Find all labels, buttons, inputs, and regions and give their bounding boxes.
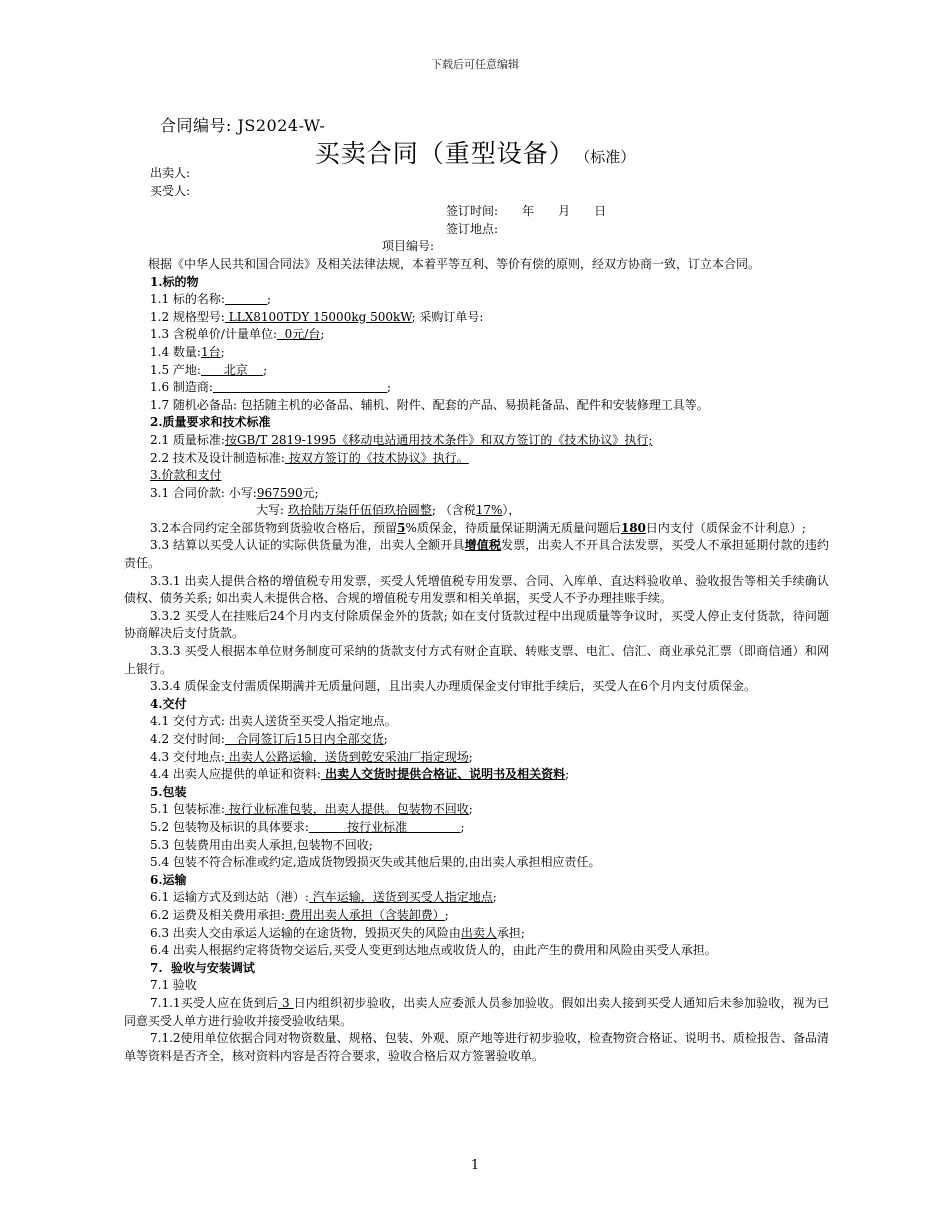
- item-text: 日内组织初步验收，出卖人应委派人员参加验收。假如出卖人接到买受人通知后未参加验收，视为已同意买受人单方进行验收并接受验收结果。: [124, 995, 829, 1028]
- item-5-3: 5.3 包装费用由出卖人承担,包装物不回收;: [150, 837, 373, 852]
- page-number: 1: [470, 1158, 480, 1173]
- item-value: 出卖人交货时提供合格证、说明书及相关资料: [320, 767, 566, 782]
- retention-percent: 5: [397, 520, 406, 535]
- payment-days: 180: [620, 520, 646, 535]
- item-value: 按行业标准包装，出卖人提供。包装物不回收: [224, 802, 469, 817]
- item-4-1: 4.1 交付方式: 出卖人送货至买受人指定地点。: [150, 714, 397, 729]
- item-label: 1.1 标的名称:: [150, 292, 225, 307]
- item-end: ;: [444, 907, 449, 922]
- item-label: 1.5 产地:: [150, 362, 201, 377]
- item-7-1: 7.1 验收: [150, 978, 197, 993]
- item-value: 967590: [256, 485, 303, 500]
- item-text: %质保金，待质量保证期满无质量问题后: [405, 520, 621, 535]
- sign-time-label: 签订时间:: [446, 204, 499, 219]
- item-end: ; 采购订单号:: [411, 309, 484, 324]
- item-2-1: [124, 432, 829, 450]
- contract-body: [124, 165, 829, 1065]
- item-label: 6.1 运输方式及到达站（港）:: [150, 890, 309, 905]
- item-3-3: [124, 537, 829, 572]
- item-end: ;: [468, 802, 473, 817]
- item-value: 北京: [200, 362, 264, 377]
- sign-time-line: [124, 203, 829, 221]
- item-4-3: [124, 749, 829, 767]
- item-label: 4.4 出卖人应提供的单证和资料:: [150, 767, 321, 782]
- item-value: 合同签订后15日内全部交货: [224, 732, 384, 746]
- item-end: ），: [502, 503, 521, 518]
- contract-number: 合同编号: JS2024-W-: [160, 116, 326, 135]
- item-label: 大写:: [256, 503, 285, 518]
- item-end: ;: [468, 749, 473, 764]
- item-4-2: [124, 731, 829, 749]
- item-end: ;: [492, 890, 497, 905]
- title-suffix: （标准）: [582, 148, 636, 166]
- item-value: 费用出卖人承担（含装卸费）: [284, 907, 445, 922]
- buyer-line: 买受人:: [150, 183, 191, 198]
- amount-in-words: 玖拾陆万柒仟伍佰玖拾圆整: [287, 503, 432, 518]
- section-1-heading: 1.标的物: [150, 274, 199, 289]
- item-value: LLX8100TDY 15000kg 500kW: [224, 309, 412, 324]
- item-label: 5.1 包装标准:: [150, 802, 225, 817]
- item-3-3-3: 3.3.3 买受人根据本单位财务制度可采纳的货款支付方式有财企直联、转账支票、电汇、信汇、商业承兑汇票（即商信通）和网上银行。: [124, 644, 829, 676]
- item-label: 2.2 技术及设计制造标准:: [150, 450, 285, 465]
- item-label: 6.2 运费及相关费用承担:: [150, 907, 285, 922]
- sign-place-line: 签订地点:: [446, 221, 499, 236]
- blank-underline: [213, 380, 387, 394]
- sign-month: 月: [558, 204, 571, 219]
- section-3-title: 3.价款和支付: [150, 468, 222, 483]
- item-6-2: [124, 907, 829, 925]
- item-3-1-uppercase: [124, 502, 829, 520]
- section-7-heading: 7. 验收与安装调试: [150, 960, 255, 975]
- item-6-1: [124, 889, 829, 907]
- item-value: 出卖人: [460, 925, 497, 940]
- vat-label: 增值税: [464, 538, 502, 553]
- item-label: 5.2 包装物及标识的具体要求:: [150, 819, 309, 834]
- item-1-5: [124, 362, 829, 380]
- item-label: 3.1 合同价款: 小写:: [150, 485, 257, 500]
- project-number-line: 项目编号:: [382, 239, 435, 254]
- item-4-4: [124, 766, 829, 784]
- item-1-7: 1.7 随机必备品: 包括随主机的必备品、辅机、附件、配套的产品、易损耗备品、配件和安装修理工具等。: [150, 397, 709, 412]
- item-label: 4.2 交付时间:: [150, 732, 225, 746]
- item-text: 日内支付（质保金不计利息）;: [645, 520, 806, 535]
- item-text: 7.1.1买受人应在货到后: [150, 995, 279, 1010]
- item-3-3-1: 3.3.1 出卖人提供合格的增值税专用发票，买受人凭增值税专用发票、合同、入库单、直达料验收单、验收报告等相关手续确认债权、债务关系; 如出卖人未提供合格、合规的增值税专用发票和相关单据，买受人不予办理挂账手续。: [124, 573, 829, 606]
- sign-day: 日: [594, 204, 607, 219]
- item-value: 出卖人公路运输，送货到乾安采油厂指定现场: [224, 749, 469, 764]
- preamble-paragraph: 根据《中华人民共和国合同法》及相关法律法规，本着平等互利、等价有偿的原则，经双方协商一致，订立本合同。: [148, 256, 761, 271]
- section-2-heading: 2.质量要求和技术标准: [150, 415, 271, 430]
- section-4-heading: 4.交付: [150, 696, 187, 711]
- item-end: 元;: [302, 485, 319, 500]
- item-3-3-4: 3.3.4 质保金支付需质保期满并无质量问题，且出卖人办理质保金支付审批手续后，买受人在6个月内支付质保金。: [150, 679, 756, 694]
- item-1-1: [124, 291, 829, 309]
- item-value: 按行业标准: [308, 819, 461, 834]
- sign-year: 年: [522, 204, 535, 219]
- item-text: 发票，出卖人不开具合法发票，买受人不承担延期付款的违约责任。: [124, 538, 829, 571]
- item-text: ; （含税: [431, 503, 476, 518]
- item-7-1-2: 7.1.2使用单位依据合同对物资数量、规格、包装、外观、原产地等进行初步验收，检查物资合格证、说明书、质检报告、备品清单等资料是否齐全，核对资料内容是否符合要求，验收合格后双方签署验收单。: [124, 1031, 829, 1063]
- item-5-4: 5.4 包装不符合标准或约定,造成货物毁损灭失或其他后果的,由出卖人承担相应责任。: [150, 855, 601, 870]
- tax-rate: 17%: [475, 503, 503, 518]
- item-text: 6.3 出卖人交由承运人运输的在途货物，毁损灭失的风险由: [150, 925, 461, 940]
- section-3-heading: [124, 467, 829, 485]
- item-3-2: [124, 520, 829, 538]
- acceptance-days: 3: [278, 995, 294, 1010]
- item-value: 按GB/T 2819-1995《移动电站通用技术条件》和双方签订的《技术协议》执行;: [224, 432, 653, 447]
- item-end: ;: [386, 380, 391, 395]
- item-1-6: [124, 379, 829, 397]
- item-label: 1.2 规格型号:: [150, 309, 225, 324]
- item-label: 1.4 数量:: [150, 344, 201, 359]
- item-end: 承担;: [496, 925, 525, 940]
- item-label: 1.3 含税单价/计量单位:: [150, 327, 277, 342]
- title-main: 买卖合同（重型设备）: [314, 139, 575, 168]
- item-5-2: [124, 819, 829, 837]
- item-end: ;: [565, 767, 570, 782]
- item-7-1-1: [124, 995, 829, 1030]
- item-end: ;: [320, 327, 325, 342]
- item-end: ;: [460, 819, 465, 834]
- item-text: 3.2本合同约定全部货物到货验收合格后，预留: [150, 520, 398, 535]
- item-value: 汽车运输，送货到买受人指定地点: [308, 890, 493, 905]
- item-1-3: [124, 326, 829, 344]
- item-1-2: [124, 309, 829, 327]
- item-end: ;: [383, 732, 388, 746]
- item-1-4: [124, 344, 829, 362]
- item-value: 按双方签订的《技术协议》执行。: [284, 450, 469, 465]
- blank-underline: [225, 292, 267, 306]
- item-label: 1.6 制造商:: [150, 380, 213, 395]
- item-end: ;: [266, 292, 271, 307]
- item-end: ;: [263, 362, 268, 377]
- item-3-1: [124, 485, 829, 503]
- item-end: ;: [220, 344, 225, 359]
- section-5-heading: 5.包装: [150, 784, 187, 799]
- item-5-1: [124, 801, 829, 819]
- item-6-4: 6.4 出卖人根据约定将货物交运后,买受人变更到达地点或收货人的，由此产生的费用和风险由买受人承担。: [150, 943, 717, 958]
- item-label: 2.1 质量标准:: [150, 432, 225, 447]
- item-value: 0元/台: [277, 327, 321, 342]
- header-note: 下载后可任意编辑: [431, 58, 519, 71]
- item-3-3-2: 3.3.2 买受人在挂账后24个月内支付除质保金外的货款; 如在支付货款过程中出现质量等争议时，买受人停止支付货款，待问题协商解决后支付货款。: [124, 608, 829, 641]
- item-text: 3.3 结算以买受人认证的实际供货量为准，出卖人全额开具: [150, 538, 465, 553]
- item-2-2: [124, 450, 829, 468]
- item-value: 1台: [200, 344, 221, 359]
- item-6-3: [124, 925, 829, 943]
- item-label: 4.3 交付地点:: [150, 749, 225, 764]
- section-6-heading: 6.运输: [150, 872, 187, 887]
- seller-line: 出卖人:: [150, 166, 191, 180]
